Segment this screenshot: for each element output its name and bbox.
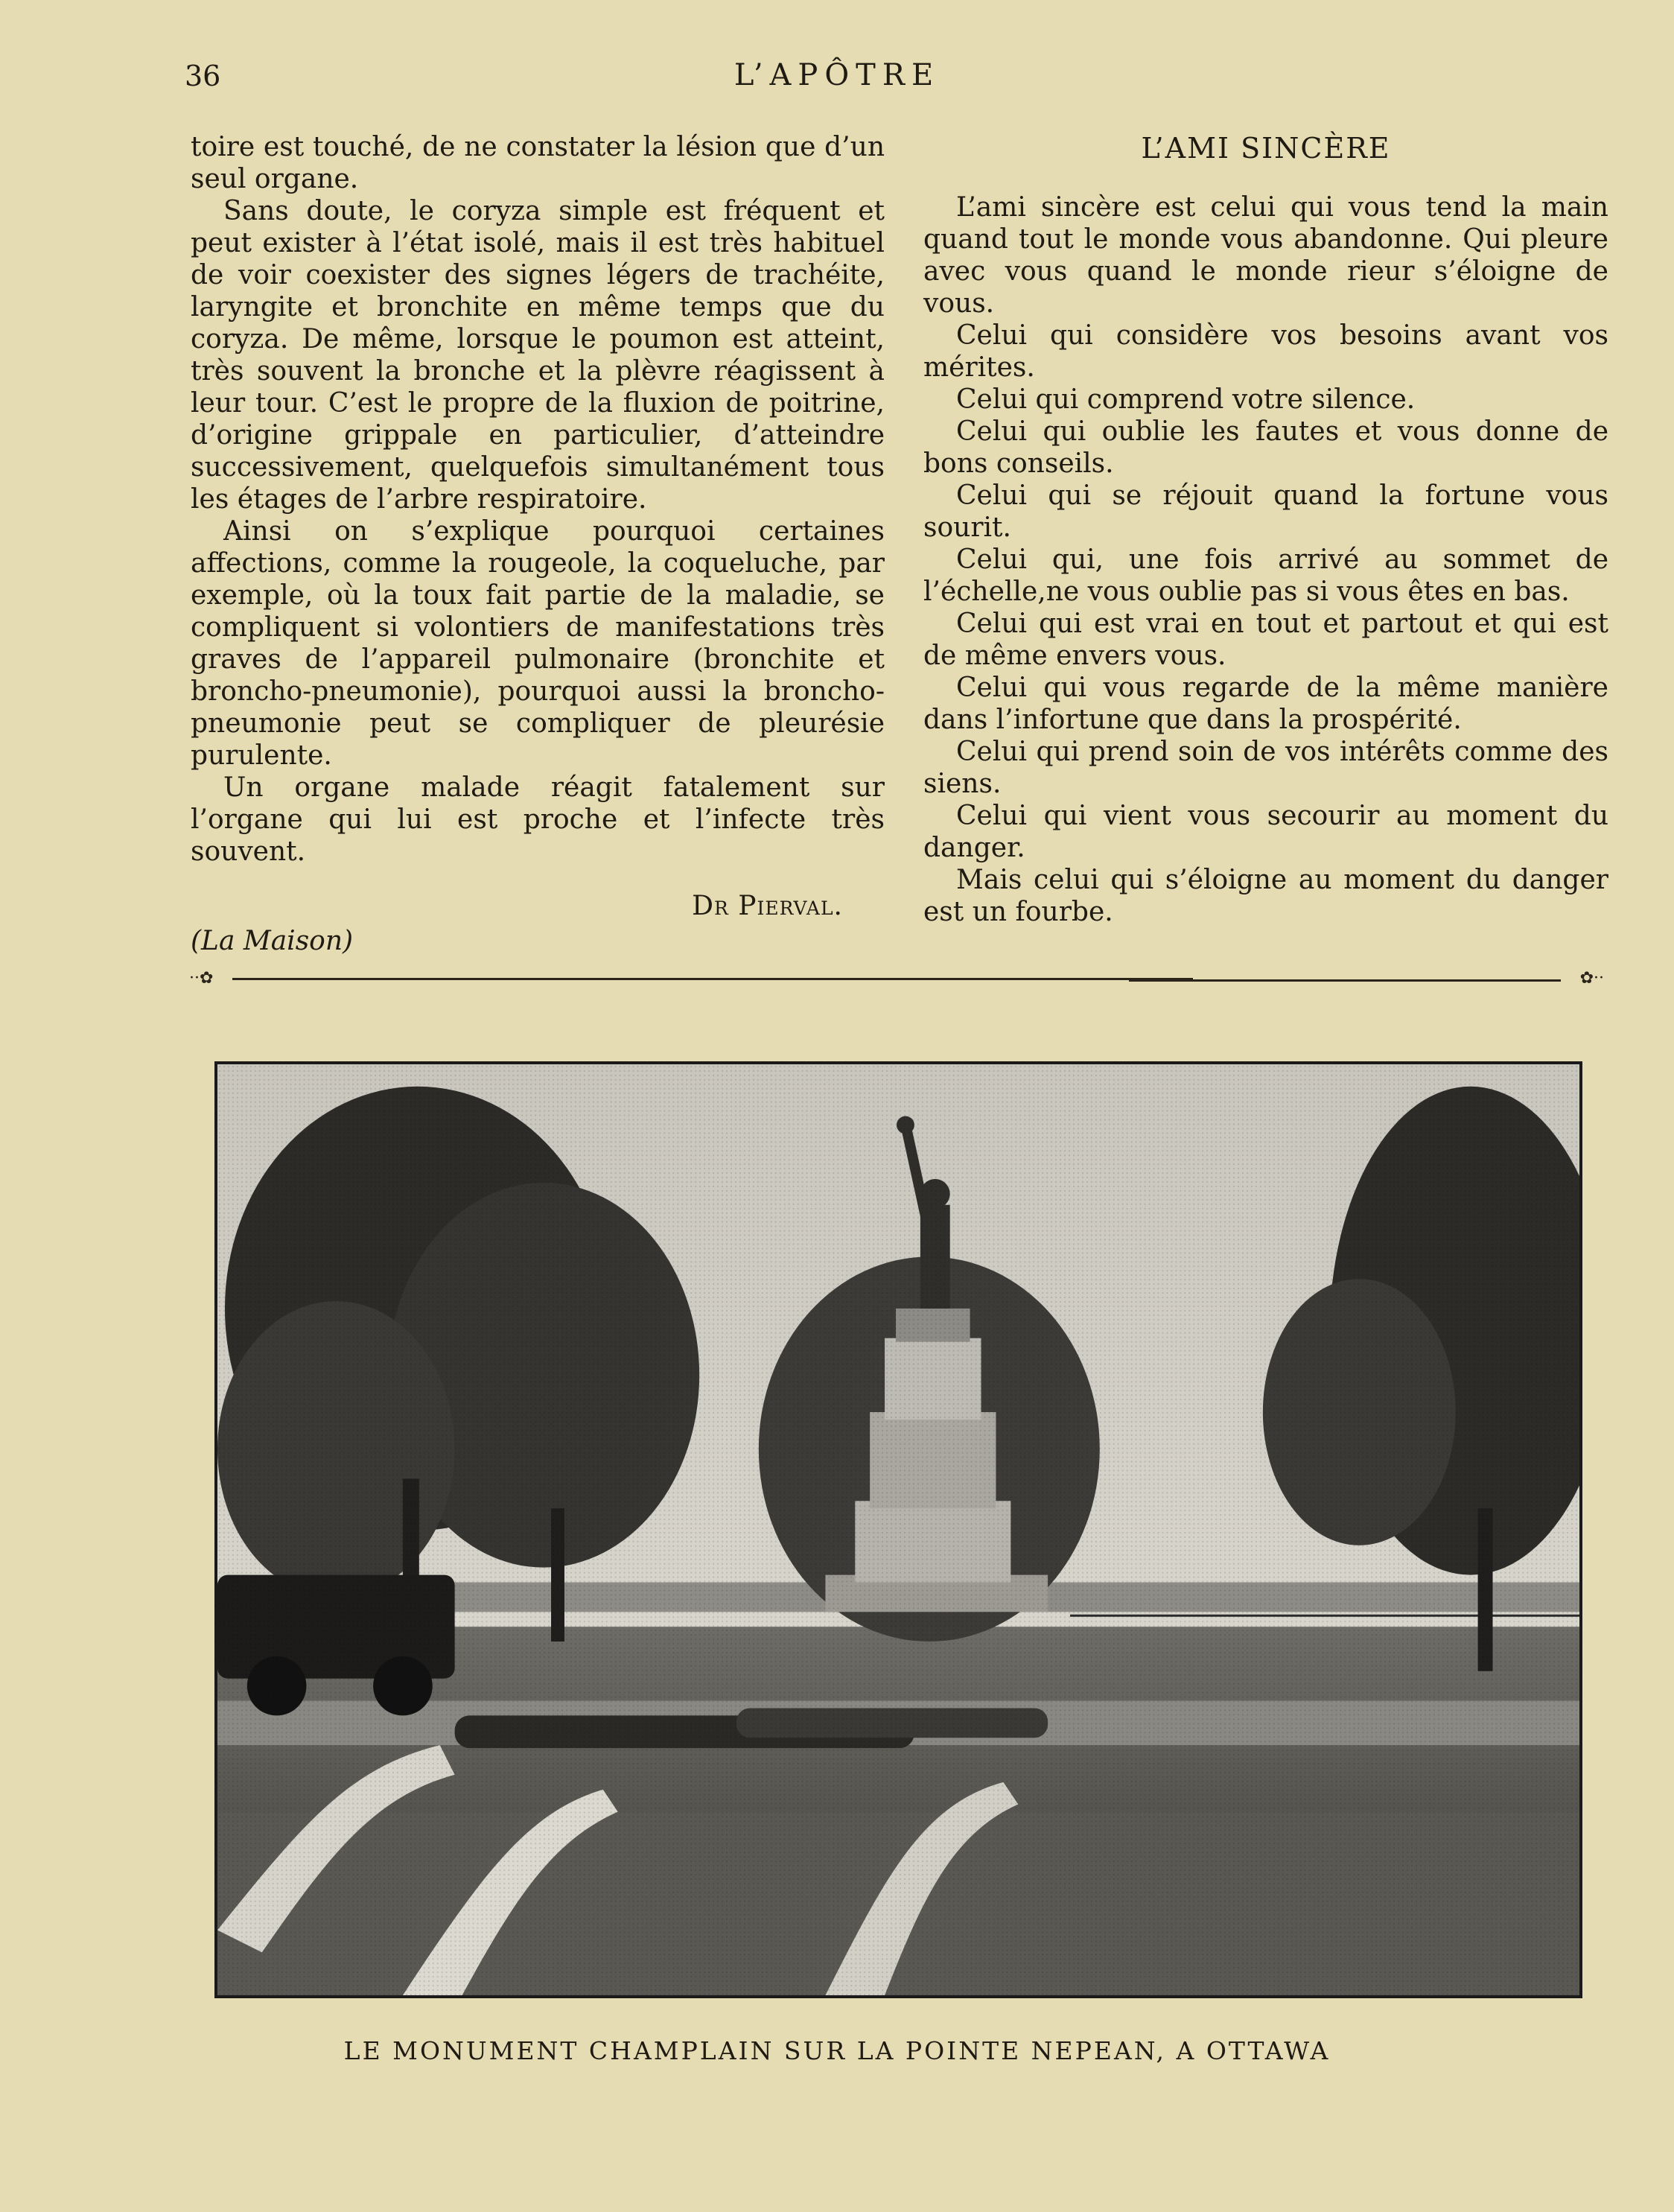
- ornamental-divider: [189, 970, 1604, 988]
- right-column-article: [923, 131, 1608, 928]
- right-paragraph: Celui qui comprend votre silence.: [956, 384, 1416, 415]
- article-title: L’AMI SINCÈRE: [1141, 132, 1391, 165]
- left-paragraph: Ainsi on s’explique pourquoi certaines affections, comme la rougeole, la coqueluche, par exemple, où la toux fait partie de la maladie, se compliquent si volontiers de manifestations très graves de l’appareil pulmonaire (bronchite et broncho-pneumonie), pourquoi aussi la broncho-pneumonie peut se compliquer de pleurésie purulente.: [191, 516, 885, 771]
- photo-illustration: [217, 1064, 1579, 1995]
- page-header: [0, 54, 1674, 98]
- right-paragraph: Celui qui est vrai en tout et partout et qui est de même envers vous.: [923, 608, 1608, 671]
- divider-line: [232, 978, 1193, 980]
- left-paragraph: toire est touché, de ne constater la lésion que d’un seul organe.: [191, 132, 885, 194]
- right-paragraph: L’ami sincère est celui qui vous tend la main quand tout le monde vous abandonne. Qui pleure avec vous quand le monde rieur s’éloigne de vous.: [923, 192, 1608, 319]
- right-paragraph: Celui qui oublie les fautes et vous donne de bons conseils.: [923, 416, 1608, 479]
- right-paragraph: Mais celui qui s’éloigne au moment du danger est un fourbe.: [923, 865, 1608, 927]
- right-paragraph: Celui qui prend soin de vos intérêts comme des siens.: [923, 737, 1608, 799]
- divider-line: [1129, 979, 1561, 982]
- author-signature: Dr Pierval.: [692, 891, 843, 921]
- right-paragraph: Celui qui, une fois arrivé au sommet de l’échelle,ne vous oublie pas si vous êtes en bas.: [923, 544, 1608, 607]
- left-paragraph: Un organe malade réagit fatalement sur l’organe qui lui est proche et l’infecte très souvent.: [191, 772, 885, 867]
- left-ornament-icon: ··✿: [189, 969, 214, 988]
- photo-caption: LE MONUMENT CHAMPLAIN SUR LA POINTE NEPEAN, A OTTAWA: [343, 2036, 1331, 2065]
- right-paragraph: Celui qui considère vos besoins avant vos mérites.: [923, 320, 1608, 383]
- right-paragraph: Celui qui se réjouit quand la fortune vous sourit.: [923, 480, 1608, 543]
- right-paragraph: Celui qui vient vous secourir au moment du danger.: [923, 801, 1608, 863]
- right-ornament-icon: ✿··: [1579, 969, 1604, 988]
- article-source: (La Maison): [191, 926, 354, 956]
- journal-title: L’APÔTRE: [733, 58, 941, 92]
- monument-photograph: [214, 1061, 1582, 1998]
- left-column-article: [191, 131, 885, 957]
- right-paragraph: Celui qui vous regarde de la même manière dans l’infortune que dans la prospérité.: [923, 673, 1608, 735]
- left-paragraph: Sans doute, le coryza simple est fréquent et peut exister à l’état isolé, mais il est très habituel de voir coexister des signes légers de trachéite, laryngite et bronchite en même temps que du coryza. De même, lorsque le poumon est atteint, très souvent la bronche et la plèvre réagissent à leur tour. C’est le propre de la fluxion de poitrine, d’origine grippale en particulier, d’atteindre successivement, quelquefois simultanément tous les étages de l’arbre respiratoire.: [191, 196, 885, 515]
- page-number: 36: [185, 60, 221, 92]
